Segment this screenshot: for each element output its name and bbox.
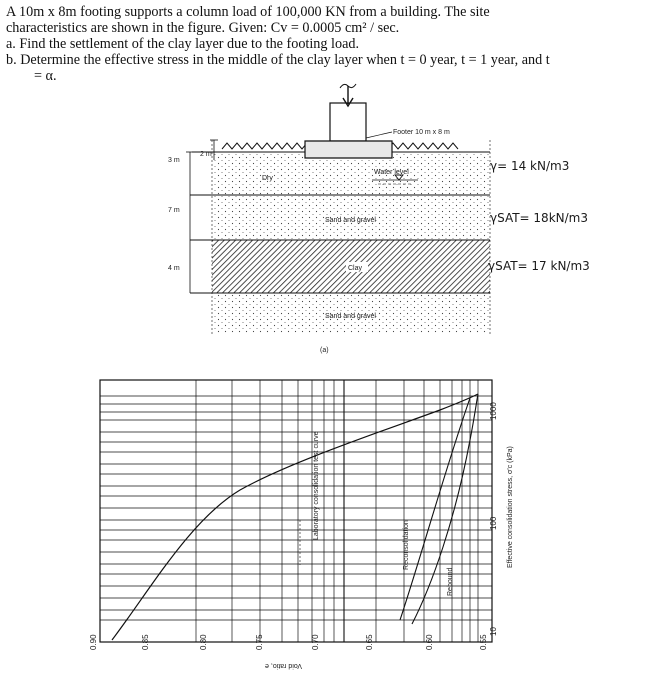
problem-line-1: A 10m x 8m footing supports a column load of 100,000 KN from a building. The site — [6, 4, 490, 20]
y-tick-label: 0.55 — [479, 634, 488, 650]
figure-caption: (a) — [320, 347, 329, 354]
dim-7m: 7 m — [168, 207, 180, 214]
graph-frame — [100, 380, 492, 642]
question-b: b. Determine the effective stress in the middle of the clay layer when t = 0 year, t = 1 year, and t — [6, 52, 550, 68]
y-tick-label: 0.60 — [425, 634, 434, 650]
y-tick-label: 0.65 — [365, 634, 374, 650]
handwritten-gamma-sat-sand: γSAT= 18kN/m3 — [490, 211, 588, 225]
footing-label: Footer 10 m x 8 m — [393, 129, 450, 136]
rebound-label: Rebound — [447, 567, 454, 596]
ground-surface-right — [388, 143, 458, 149]
consolidation-graph — [89, 380, 514, 669]
soil-profile — [168, 84, 590, 354]
dim-3m: 3 m — [168, 157, 180, 164]
x-tick-100: 100 — [489, 516, 498, 530]
x-axis-label: Effective consolidation stress, σ'c (kPa) — [507, 446, 514, 568]
x-tick-1000: 1000 — [489, 402, 498, 420]
water-level-label: Water level — [374, 169, 409, 176]
reconsolidation-label: Reconsolidation — [403, 520, 410, 570]
question-a: a. Find the settlement of the clay layer due to the footing load. — [6, 36, 360, 52]
y-tick-label: 0.70 — [311, 634, 320, 650]
question-b-continued: = α. — [34, 68, 57, 84]
dim-2m: 2 m — [200, 151, 212, 158]
sand-gravel-label-1: Sand and gravel — [325, 217, 376, 224]
y-axis-label: Void ratio, e — [265, 662, 302, 669]
dim-4m: 4 m — [168, 265, 180, 272]
dry-label: Dry — [262, 175, 273, 182]
problem-line-2: characteristics are shown in the figure. Given: Cv = 0.0005 cm² / sec. — [6, 20, 400, 36]
footing — [305, 141, 392, 158]
sand-gravel-label-2: Sand and gravel — [325, 313, 376, 320]
handwritten-gamma-dry: γ= 14 kN/m3 — [490, 159, 570, 173]
x-tick-10: 10 — [489, 627, 498, 636]
y-tick-label: 0.80 — [199, 634, 208, 650]
handwritten-gamma-sat-clay: γSAT= 17 kN/m3 — [488, 259, 590, 273]
y-tick-label: 0.90 — [89, 634, 98, 650]
y-tick-label: 0.75 — [255, 634, 264, 650]
y-tick-label: 0.85 — [141, 634, 150, 650]
lab-curve-label: Laboratory consolidation test curve — [313, 431, 320, 540]
column — [330, 103, 366, 141]
clay-label: Clay — [348, 265, 363, 272]
ground-surface-left — [222, 143, 312, 149]
